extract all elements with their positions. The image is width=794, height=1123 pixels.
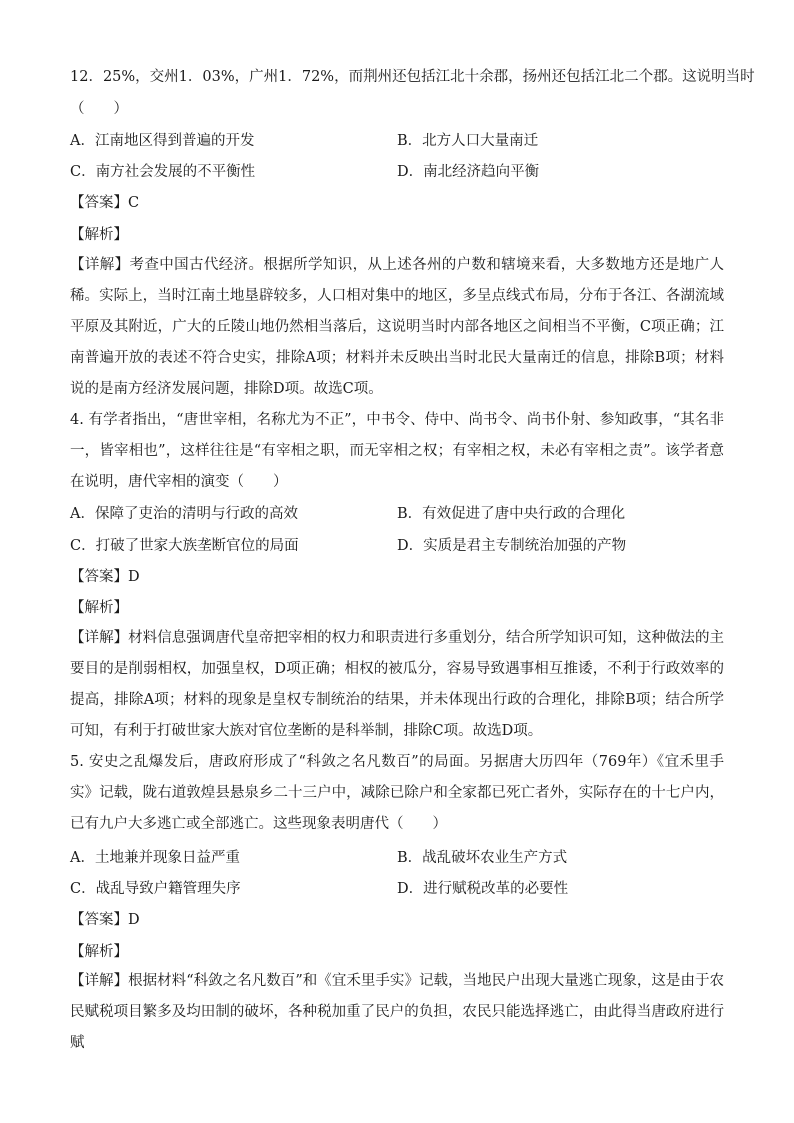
detail-tag: 【详解】 (70, 630, 129, 646)
answer-value: D (128, 569, 140, 585)
answer-tag: 【答案】 (70, 912, 128, 928)
q5-stem: 5. 安史之乱爆发后，唐政府形成了“科敛之名凡数百”的局面。另据唐大历四年（769年）《宜禾里手实》记载，陇右道敦煌县悬泉乡二十三户中，减除已除户和全家都已死亡者外，实际存在的十七户内，已有九户大多逃亡或全部逃亡。这些现象表明唐代（ ） (70, 754, 724, 832)
q4-option-c: C．打破了世家大族垄断官位的局面 (70, 538, 299, 554)
answer-value: D (128, 912, 140, 928)
prev-detail-paragraph (70, 250, 724, 405)
prev-option-b: B．北方人口大量南迁 (397, 133, 539, 149)
q5-detail-paragraph (70, 966, 724, 1059)
q4-option-d: D．实质是君主专制统治加强的产物 (397, 538, 627, 554)
q4-detail-paragraph (70, 623, 724, 747)
prev-answer-line (70, 194, 139, 212)
prev-question-stem-line2: （ ） (70, 101, 128, 117)
prev-option-d: D．南北经济趋向平衡 (397, 164, 540, 180)
q5-answer-line (70, 911, 140, 929)
prev-option-c: C．南方社会发展的不平衡性 (70, 164, 256, 180)
q4-stem: 4. 有学者指出，“唐世宰相，名称尤为不正”，中书令、侍中、尚书令、尚书仆射、参知政事，“其名非一，皆宰相也”，这样往往是“有宰相之职，而无宰相之权；有宰相之权，未必有宰相之责”。该学者意在说明，唐代宰相的演变（ ） (70, 412, 724, 490)
detail-text: 考查中国古代经济。根据所学知识，从上述各州的户数和辖境来看，大多数地方还是地广人稀。实际上，当时江南土地垦辟较多，人口相对集中的地区，多呈点线式布局，分布于各江、各湖流域平原及其附近，广大的丘陵山地仍然相当落后，这说明当时内部各地区之间相当不平衡，C项正确；江南普遍开放的表述不符合史实，排除A项；材料并未反映出当时北民大量南迁的信息，排除B项；材料说的是南方经济发展问题，排除D项。故选C项。 (70, 257, 725, 397)
q5-analysis-tag: 【解析】 (70, 944, 128, 960)
q4-option-a: A．保障了吏治的清明与行政的高效 (70, 506, 298, 522)
detail-text: 材料信息强调唐代皇帝把宰相的权力和职责进行多重划分，结合所学知识可知，这种做法的主要目的是削弱相权，加强皇权，D项正确；相权的被瓜分，容易导致遇事相互推诿，不利于行政效率的提高，排除A项；材料的现象是皇权专制统治的结果，并未体现出行政的合理化，排除B项；结合所学可知，有利于打破世家大族对官位垄断的是科举制，排除C项。故选D项。 (70, 630, 725, 739)
q4-analysis-tag: 【解析】 (70, 600, 128, 616)
q5-option-a: A．土地兼并现象日益严重 (70, 850, 240, 866)
q5-option-c: C．战乱导致户籍管理失序 (70, 881, 241, 897)
q5-option-b: B．战乱破坏农业生产方式 (397, 850, 568, 866)
prev-question-stem-line1: 12．25%，交州1．03%，广州1．72%，而荆州还包括江北十余郡，扬州还包括江北二个郡。这说明当时 (70, 69, 755, 85)
detail-tag: 【详解】 (70, 257, 130, 273)
q4-option-b: B．有效促进了唐中央行政的合理化 (397, 506, 626, 522)
detail-text: 根据材料“科敛之名凡数百”和《宜禾里手实》记载，当地民户出现大量逃亡现象，这是由于农民赋税项目繁多及均田制的破坏，各种税加重了民户的负担，农民只能选择逃亡，由此得当唐政府进行赋 (70, 973, 724, 1051)
prev-option-a: A．江南地区得到普遍的开发 (70, 133, 255, 149)
answer-tag: 【答案】 (70, 195, 128, 211)
q5-option-d: D．进行赋税改革的必要性 (397, 881, 569, 897)
q4-answer-line (70, 568, 140, 586)
answer-tag: 【答案】 (70, 569, 128, 585)
answer-value: C (128, 195, 140, 211)
prev-analysis-tag: 【解析】 (70, 227, 128, 243)
detail-tag: 【详解】 (70, 973, 129, 989)
